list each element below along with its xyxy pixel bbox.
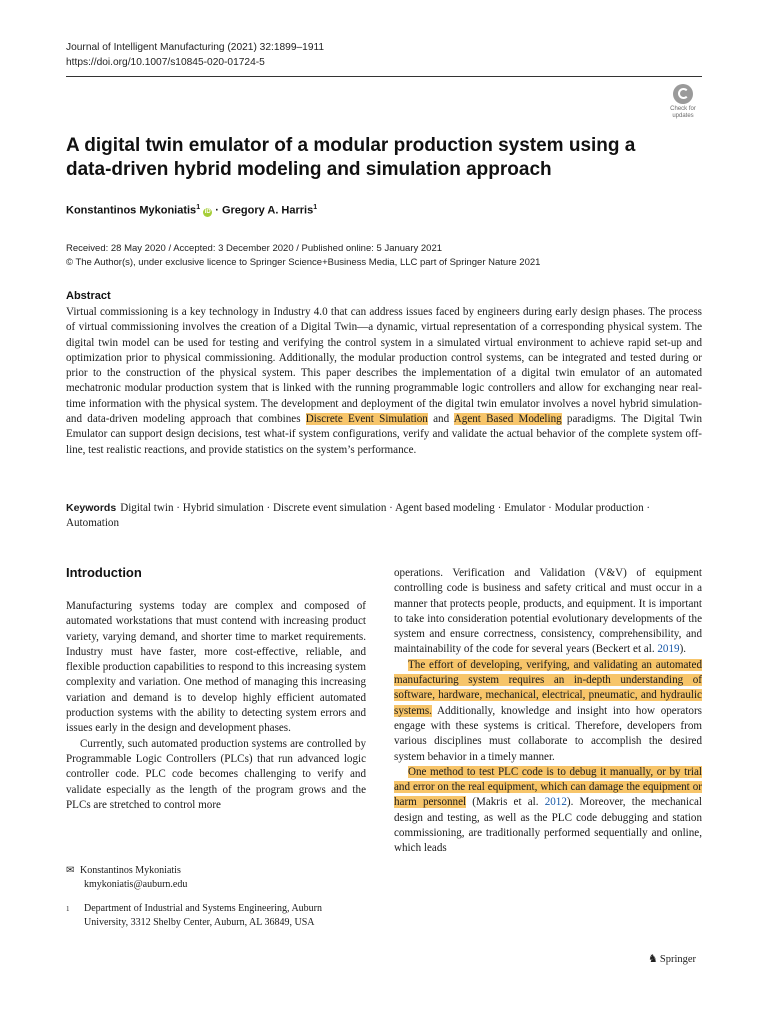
check-for-updates-badge[interactable]	[664, 84, 702, 124]
author-list	[66, 204, 317, 217]
paragraph	[394, 658, 702, 765]
affiliation-line: University, 3312 Shelby Center, Auburn, AL 36849, USA	[84, 917, 315, 928]
paper-title: A digital twin emulator of a modular production system using a data-driven hybrid modeling and simulation approach	[66, 135, 636, 180]
paragraph: Manufacturing systems today are complex and composed of automated workstations that must contend with increasing product variety, varying demand, and shorter time to market requirements. Industry must have faster, more cost-effective, reliable, and flexible production capabilities to respond to this increasing system complexity and variation. One method of managing this increasing variation and demand is to develop highly efficient automated production systems with the ability to detecting system errors and issues early in the design and development phases.	[66, 600, 366, 735]
paragraph	[394, 566, 702, 658]
journal-citation: Journal of Intelligent Manufacturing (2021) 32:1899–1911	[66, 42, 325, 53]
section-heading: Introduction	[66, 565, 142, 580]
text-run: operations. Verification and Validation (V&V) of equipment controlling code is business and safety critical and must occur in a manner that protects people, products, and equipment. It is important to take into consideration potential evolutionary developments of the system and ensure correctness, consistency, comprehensibility, and maintainability of the code for several years (Beckert et al.	[394, 567, 702, 656]
corresponding-name: Konstantinos Mykoniatis	[80, 865, 181, 876]
publisher-name: Springer	[659, 954, 697, 965]
affiliation-marker: 1	[313, 204, 318, 211]
copyright-line: © The Author(s), under exclusive licence to Springer Science+Business Media, LLC part of Springer Nature 2021	[66, 257, 541, 268]
text-run: ). Moreover, the mechanical design and testing, as well as the PLC code debugging and station commissioning, are traditionally performed sequentially and online, which leads	[394, 796, 702, 855]
abstract-heading: Abstract	[66, 290, 111, 302]
author-name[interactable]: Gregory A. Harris	[221, 204, 314, 217]
abstract-text-part: paradigms. The Digital Twin Emulator can support design decisions, test what-if system configurations, verify and validate the actual behavior of the complete system off-line, test realistic reactions, and provide statistics on the system’s performance.	[66, 413, 702, 456]
journal-header	[66, 40, 324, 70]
left-column	[66, 599, 366, 813]
affiliation-number: 1	[66, 905, 70, 913]
keywords-heading: Keywords	[66, 502, 117, 514]
paragraph: Currently, such automated production systems are controlled by Programmable Logic Controllers (PLCs) that run advanced logic controller code. PLC code becomes challenging to verify and validate especially as the length of the program grows and the PLCs are stretched to control more	[66, 737, 366, 811]
citation-link[interactable]: 2012	[544, 796, 567, 809]
keywords-section	[66, 501, 702, 532]
citation-link[interactable]: 2019	[657, 643, 680, 656]
update-check-icon	[673, 84, 693, 104]
doi-link[interactable]: https://doi.org/10.1007/s10845-020-01724-5	[66, 57, 265, 68]
keywords-list: Digital twin · Hybrid simulation · Discrete event simulation · Agent based modeling · Emulator · Modular production · Automation	[66, 502, 651, 530]
dates-line: Received: 28 May 2020 / Accepted: 3 December 2020 / Published online: 5 January 2021	[66, 243, 443, 254]
abstract-text-part: and	[427, 413, 454, 426]
badge-line2: updates	[672, 113, 694, 119]
springer-logo-icon: ♞	[648, 953, 658, 965]
header-rule	[66, 76, 702, 77]
badge-line1: Check for	[670, 106, 696, 112]
text-run: ).	[679, 643, 687, 656]
affiliation-marker: 1	[196, 204, 201, 211]
springer-footer	[648, 952, 696, 965]
author-separator: ·	[212, 204, 222, 217]
highlight: Agent Based Modeling	[453, 413, 562, 426]
publication-dates	[66, 242, 540, 270]
affiliation-line: Department of Industrial and Systems Engineering, Auburn	[84, 903, 323, 914]
text-run: (Makris et al.	[466, 796, 545, 809]
corresponding-author-note	[66, 864, 187, 892]
affiliation-note	[66, 902, 366, 930]
abstract-text-part: Virtual commissioning is a key technology in Industry 4.0 that can address issues faced by engineers during early design phases. The process of virtual commissioning involves the creation of a Digital Twin—a dynamic, virtual representation of a corresponding physical system. The digital twin model can be used for testing and verifying the control system in a simulated virtual environment to achieve rapid set-up and optimization prior to physical commissioning. Additionally, the modular production control systems, can be integrated and tested during or prior to the construction of the physical system. This paper describes the implementation of a digital twin emulator of an automated mechatronic modular production system that is linked with the running programmable logic controllers and allow for exchanging near real-time information with the physical system. The development and deployment of the digital twin emulator involves a novel hybrid simulation- and data-driven modeling approach that combines	[66, 306, 702, 426]
highlight: Discrete Event Simulation	[305, 413, 428, 426]
orcid-icon[interactable]: iD	[204, 208, 211, 215]
abstract-text	[66, 305, 702, 458]
text-run: Additionally, knowledge and insight into how operators engage with these systems is critical. Therefore, developers from various disciplines must collaborate to accomplish the desired system behavior in a timely manner.	[394, 704, 702, 763]
highlight: One method to test PLC code is to debug it manually, or by trial and error on the real equipment, which can damage the equipment or harm personnel	[394, 765, 702, 809]
right-column	[394, 566, 702, 857]
envelope-icon: ✉	[66, 865, 75, 876]
corresponding-email[interactable]: kmykoniatis@auburn.edu	[84, 879, 188, 890]
paragraph	[394, 765, 702, 857]
author-name[interactable]: Konstantinos Mykoniatis	[66, 204, 197, 217]
highlight: The effort of developing, verifying, and validating an automated manufacturing system requires an in-depth understanding of software, hardware, mechanical, electrical, pneumatic, and hydraulic systems.	[394, 658, 702, 717]
